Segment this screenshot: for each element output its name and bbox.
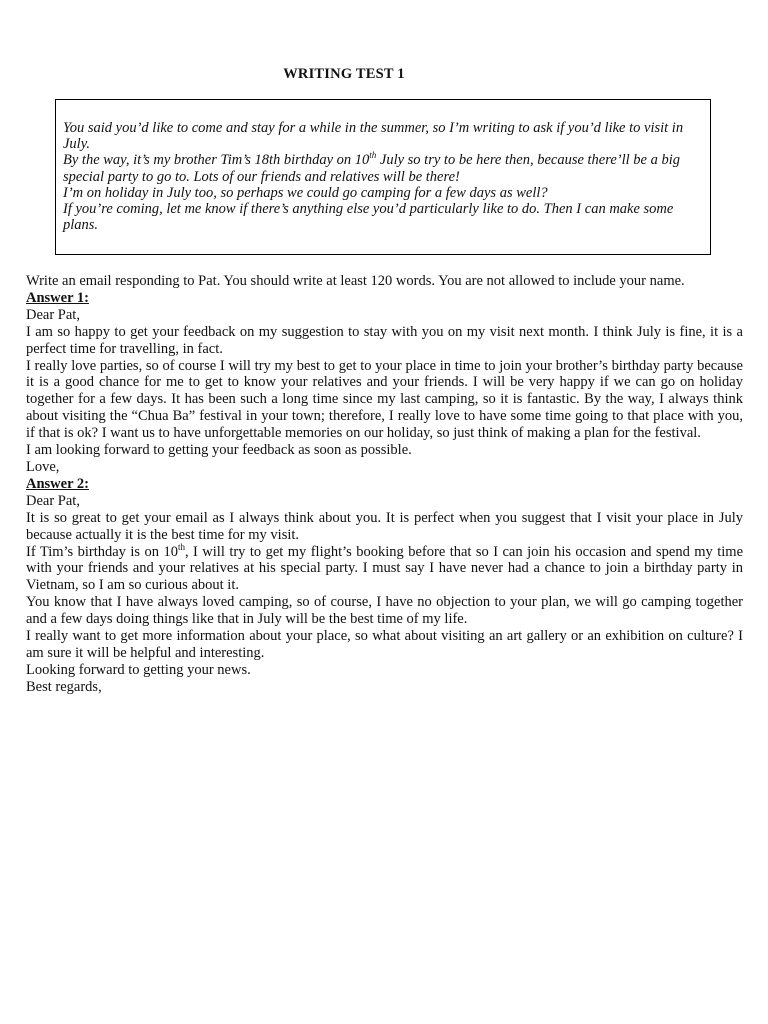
prompt-line: If you’re coming, let me know if there’s anything else you’d particularly like to do. Then I can make some plans.: [63, 201, 674, 234]
page-title: WRITING TEST 1: [283, 66, 405, 82]
prompt-line: You said you’d like to come and stay for a while in the summer, so I’m writing to ask if you’d like to visit in July.: [63, 120, 684, 153]
answer1-heading: Answer 1:: [26, 289, 89, 306]
answer2-closing: Best regards,: [26, 678, 102, 695]
answer2-paragraph: You know that I have always loved camping, so of course, I have no objection to your plan, we will go camping together and a few days doing things like that in July will be the best time of my life.: [26, 594, 743, 628]
prompt-line: By the way, it’s my brother Tim’s 18th birthday on 10th July so try to be here then, because there’ll be a big special party to go to. Lots of our friends and relatives will be there!: [63, 150, 681, 185]
answer1-closing: Love,: [26, 458, 60, 475]
prompt-letter-box: [55, 99, 711, 255]
answer2-paragraph: Looking forward to getting your news.: [26, 661, 251, 678]
answer2-greeting: Dear Pat,: [26, 492, 80, 509]
answer1-paragraph: I really love parties, so of course I will try my best to get to your place in time to join your brother’s birthday party because it is a good chance for me to get to know your relatives and your friends. I will be very happy if we can go on holiday together for a few days. It has been such a long time since my last camping, so it is fantastic. By the way, I always think about visiting the “Chua Ba” festival in your town; therefore, I really love to have some time going to that place with you, if that is ok? I want us to have unforgettable memories on our holiday, so just think of making a plan for the festival.: [26, 357, 743, 442]
answer2-paragraph: If Tim’s birthday is on 10th, I will try to get my flight’s booking before that so I can join his occasion and spend my time with your friends and your relatives at his special party. I must say I have never had a chance to join a birthday party in Vietnam, so I am so curious about it.: [26, 541, 744, 594]
answer2-paragraph: It is so great to get your email as I always think about you. It is perfect when you suggest that I visit your place in July because actually it is the best time for my visit.: [26, 509, 743, 543]
prompt-line: I’m on holiday in July too, so perhaps we could go camping for a few days as well?: [63, 184, 548, 201]
answer2-paragraph: I really want to get more information about your place, so what about visiting an art gallery or an exhibition on culture? I am sure it will be helpful and interesting.: [26, 628, 743, 661]
answer2-heading: Answer 2:: [26, 475, 89, 492]
answer1-paragraph: I am so happy to get your feedback on my suggestion to stay with you on my visit next month. I think July is fine, it is a perfect time for travelling, in fact.: [26, 323, 743, 357]
instruction: Write an email responding to Pat. You should write at least 120 words. You are not allowed to include your name.: [26, 273, 685, 289]
answers-section: [26, 273, 743, 696]
answer1-greeting: Dear Pat,: [26, 306, 80, 323]
answer1-paragraph: I am looking forward to getting your feedback as soon as possible.: [26, 442, 412, 459]
